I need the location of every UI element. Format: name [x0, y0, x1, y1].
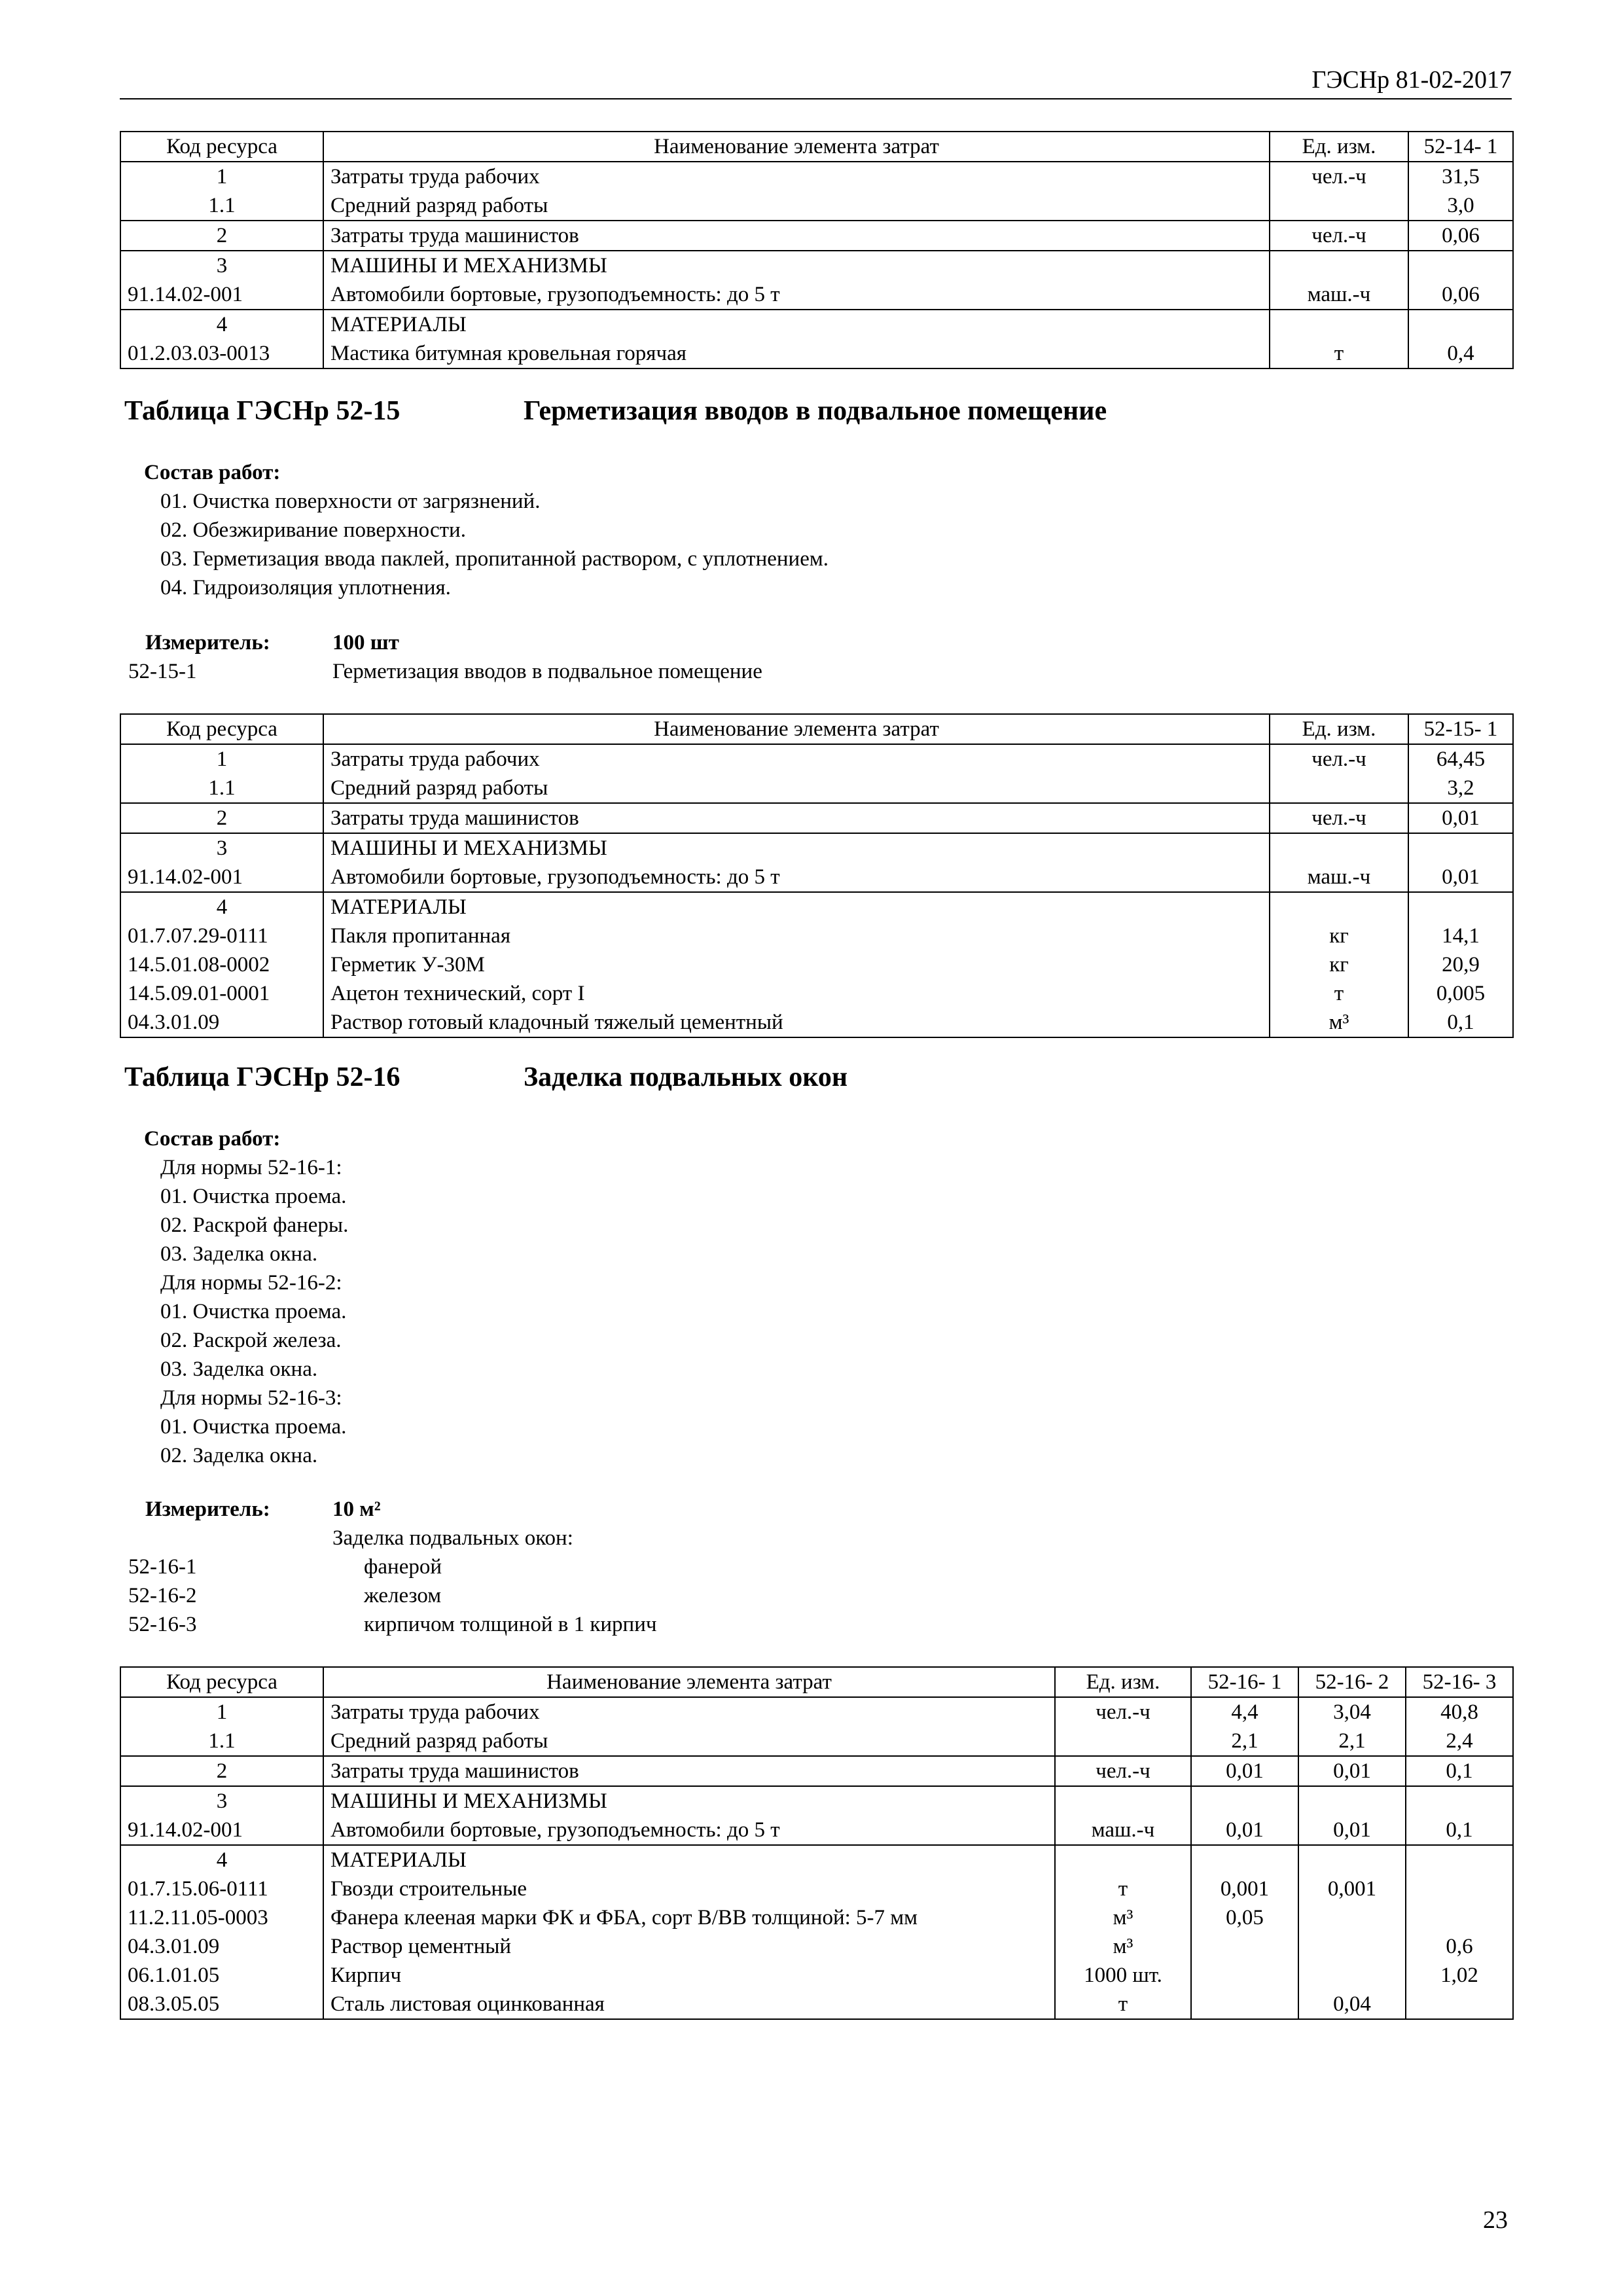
resource-name-cell: Затраты труда машинистов — [323, 221, 1270, 251]
norm-value-cell: 0,005 — [1408, 979, 1513, 1008]
norm-value-cell — [1406, 1874, 1513, 1903]
resource-code-cell: 11.2.11.05-0003 — [120, 1903, 323, 1932]
work-item: 01. Очистка поверхности от загрязнений. — [160, 490, 541, 513]
column-header: 52-15- 1 — [1408, 714, 1513, 744]
resource-code-cell: 3 — [120, 1786, 323, 1816]
unit-cell: маш.-ч — [1055, 1816, 1191, 1845]
norm-value-cell — [1298, 1932, 1406, 1961]
resource-name-cell: Герметик У-30М — [323, 950, 1270, 979]
norm-value-cell: 0,01 — [1408, 863, 1513, 892]
norm-value-cell: 0,1 — [1408, 1008, 1513, 1037]
norm-value-cell — [1406, 1845, 1513, 1874]
resource-name-cell: МАШИНЫ И МЕХАНИЗМЫ — [323, 833, 1270, 863]
unit-cell — [1270, 892, 1408, 922]
table-row — [120, 863, 1513, 892]
norm-code: 52-16-2 — [128, 1584, 197, 1607]
unit-cell — [1055, 1845, 1191, 1874]
table-row — [120, 803, 1513, 833]
unit-cell — [1055, 1727, 1191, 1756]
work-item: 01. Очистка проема. — [160, 1415, 347, 1439]
work-item: 01. Очистка проема. — [160, 1185, 347, 1208]
column-header: 52-16- 3 — [1406, 1667, 1513, 1697]
norm-value-cell: 0,1 — [1406, 1816, 1513, 1845]
norm-value-cell — [1191, 1845, 1298, 1874]
norm-value-cell: 3,2 — [1408, 774, 1513, 803]
table-row — [120, 922, 1513, 950]
table-row — [120, 1756, 1513, 1786]
resource-name-cell: Средний разряд работы — [323, 191, 1270, 221]
norm-value-cell: 0,06 — [1408, 221, 1513, 251]
resource-code-cell: 14.5.01.08-0002 — [120, 950, 323, 979]
works-label: Состав работ: — [144, 461, 281, 484]
table-row — [120, 310, 1513, 339]
column-header: 52-14- 1 — [1408, 132, 1513, 162]
norm-row — [128, 657, 1175, 686]
unit-cell: маш.-ч — [1270, 280, 1408, 310]
table-header-row — [120, 714, 1513, 744]
column-header: Код ресурса — [120, 1667, 323, 1697]
norm-value-cell: 31,5 — [1408, 162, 1513, 191]
resource-name-cell: Раствор цементный — [323, 1932, 1055, 1961]
norm-value-cell — [1298, 1903, 1406, 1932]
work-item: 02. Заделка окна. — [160, 1444, 318, 1467]
column-header: Ед. изм. — [1270, 132, 1408, 162]
norm-row — [128, 1552, 1175, 1581]
norm-value-cell — [1191, 1786, 1298, 1816]
resource-code-cell: 2 — [120, 221, 323, 251]
resource-name-cell: Фанера клееная марки ФК и ФБА, сорт В/ВВ толщиной: 5-7 мм — [323, 1903, 1055, 1932]
norm-value-cell: 0,01 — [1298, 1816, 1406, 1845]
resource-name-cell: МАТЕРИАЛЫ — [323, 310, 1270, 339]
norm-code: 52-16-1 — [128, 1555, 197, 1579]
resource-name-cell: Автомобили бортовые, грузоподъемность: до 5 т — [323, 863, 1270, 892]
table-row — [120, 774, 1513, 803]
norm-value-cell: 0,01 — [1191, 1816, 1298, 1845]
norm-value-cell: 20,9 — [1408, 950, 1513, 979]
unit-cell: м³ — [1055, 1903, 1191, 1932]
resource-code-cell: 01.2.03.03-0013 — [120, 339, 323, 368]
unit-cell: т — [1270, 979, 1408, 1008]
norm-value-cell — [1298, 1961, 1406, 1990]
unit-cell: 1000 шт. — [1055, 1961, 1191, 1990]
section-title: Герметизация вводов в подвальное помещение — [524, 396, 1107, 426]
norm-value-cell — [1408, 833, 1513, 863]
page-number: 23 — [1483, 2206, 1508, 2234]
table-row — [120, 1727, 1513, 1756]
table-row — [120, 744, 1513, 774]
norm-value-cell: 3,0 — [1408, 191, 1513, 221]
norm-value-cell: 0,01 — [1298, 1756, 1406, 1786]
norm-name: железом — [364, 1584, 442, 1607]
works-list-52-16 — [144, 1124, 348, 1470]
resource-code-cell: 01.7.07.29-0111 — [120, 922, 323, 950]
resource-name-cell: МАШИНЫ И МЕХАНИЗМЫ — [323, 251, 1270, 280]
work-item: 01. Очистка проема. — [160, 1300, 347, 1323]
norm-code: 52-15-1 — [128, 660, 197, 683]
resource-code-cell: 2 — [120, 803, 323, 833]
resource-code-cell: 04.3.01.09 — [120, 1008, 323, 1037]
norm-value-cell: 4,4 — [1191, 1697, 1298, 1727]
norms-heading: Заделка подвальных окон: — [332, 1526, 573, 1550]
norm-name: фанерой — [364, 1555, 442, 1579]
unit-cell: м³ — [1055, 1932, 1191, 1961]
table-row — [120, 892, 1513, 922]
norm-value-cell — [1408, 310, 1513, 339]
resource-name-cell: Ацетон технический, сорт I — [323, 979, 1270, 1008]
measure-block-52-15 — [128, 628, 1175, 686]
unit-cell: т — [1055, 1990, 1191, 2019]
resource-code-cell: 1.1 — [120, 774, 323, 803]
norm-value-cell: 14,1 — [1408, 922, 1513, 950]
column-header: Ед. изм. — [1270, 714, 1408, 744]
table-row — [120, 1903, 1513, 1932]
resource-code-cell: 91.14.02-001 — [120, 863, 323, 892]
norm-name: кирпичом толщиной в 1 кирпич — [364, 1613, 657, 1636]
unit-cell — [1270, 251, 1408, 280]
table-row — [120, 1961, 1513, 1990]
resource-code-cell: 1 — [120, 162, 323, 191]
section-title: Заделка подвальных окон — [524, 1062, 848, 1092]
unit-cell — [1270, 310, 1408, 339]
norm-value-cell — [1191, 1961, 1298, 1990]
table-row — [120, 162, 1513, 191]
resource-code-cell: 2 — [120, 1756, 323, 1786]
resource-table-52-14 — [120, 131, 1514, 369]
resource-name-cell: Затраты труда машинистов — [323, 803, 1270, 833]
unit-cell: чел.-ч — [1055, 1756, 1191, 1786]
unit-cell: чел.-ч — [1270, 162, 1408, 191]
table-row — [120, 251, 1513, 280]
measure-value: 100 шт — [332, 631, 399, 655]
document-code: ГЭСНр 81-02-2017 — [1311, 66, 1512, 94]
norm-value-cell: 0,01 — [1191, 1756, 1298, 1786]
work-item: Для нормы 52-16-2: — [160, 1271, 342, 1295]
norm-value-cell: 2,1 — [1298, 1727, 1406, 1756]
resource-name-cell: МАШИНЫ И МЕХАНИЗМЫ — [323, 1786, 1055, 1816]
unit-cell — [1055, 1786, 1191, 1816]
resource-name-cell: Затраты труда рабочих — [323, 162, 1270, 191]
resource-name-cell: Средний разряд работы — [323, 1727, 1055, 1756]
unit-cell — [1270, 774, 1408, 803]
norm-value-cell — [1298, 1786, 1406, 1816]
measure-label: Измеритель: — [145, 1498, 270, 1521]
measure-value: 10 м² — [332, 1498, 381, 1521]
table-row — [120, 833, 1513, 863]
table-row — [120, 1845, 1513, 1874]
table-row — [120, 280, 1513, 310]
resource-code-cell: 91.14.02-001 — [120, 280, 323, 310]
column-header: Наименование элемента затрат — [323, 1667, 1055, 1697]
table-title-52-15: Таблица ГЭСНр 52-15 Герметизация вводов в подвальное помещение — [124, 396, 1107, 426]
table-row — [120, 1786, 1513, 1816]
table-header-row — [120, 132, 1513, 162]
norm-code: 52-16-3 — [128, 1613, 197, 1636]
resource-code-cell: 1.1 — [120, 191, 323, 221]
work-item: Для нормы 52-16-1: — [160, 1156, 342, 1179]
norm-value-cell — [1298, 1845, 1406, 1874]
resource-code-cell: 4 — [120, 892, 323, 922]
norm-value-cell: 0,4 — [1408, 339, 1513, 368]
resource-table-52-16 — [120, 1666, 1514, 2020]
work-item: 03. Заделка окна. — [160, 1242, 318, 1266]
unit-cell: м³ — [1270, 1008, 1408, 1037]
column-header: 52-16- 1 — [1191, 1667, 1298, 1697]
table-title-52-16: Таблица ГЭСНр 52-16 Заделка подвальных окон — [124, 1062, 848, 1092]
resource-name-cell: МАТЕРИАЛЫ — [323, 1845, 1055, 1874]
column-header: Наименование элемента затрат — [323, 714, 1270, 744]
resource-name-cell: Средний разряд работы — [323, 774, 1270, 803]
resource-name-cell: Автомобили бортовые, грузоподъемность: до 5 т — [323, 280, 1270, 310]
table-row — [120, 1990, 1513, 2019]
column-header: Код ресурса — [120, 132, 323, 162]
norm-value-cell: 0,1 — [1406, 1756, 1513, 1786]
resource-name-cell: Затраты труда рабочих — [323, 1697, 1055, 1727]
norm-value-cell: 0,6 — [1406, 1932, 1513, 1961]
norm-row — [128, 1581, 1175, 1610]
norm-value-cell: 1,02 — [1406, 1961, 1513, 1990]
resource-name-cell: Затраты труда машинистов — [323, 1756, 1055, 1786]
norm-value-cell: 40,8 — [1406, 1697, 1513, 1727]
resource-code-cell: 14.5.09.01-0001 — [120, 979, 323, 1008]
norm-value-cell — [1408, 892, 1513, 922]
norm-value-cell: 3,04 — [1298, 1697, 1406, 1727]
resource-code-cell: 1 — [120, 1697, 323, 1727]
work-item: 02. Раскрой железа. — [160, 1329, 342, 1352]
norm-value-cell: 2,4 — [1406, 1727, 1513, 1756]
table-row — [120, 950, 1513, 979]
resource-code-cell: 08.3.05.05 — [120, 1990, 323, 2019]
resource-name-cell: Автомобили бортовые, грузоподъемность: до 5 т — [323, 1816, 1055, 1845]
resource-name-cell: Затраты труда рабочих — [323, 744, 1270, 774]
norm-value-cell: 0,001 — [1191, 1874, 1298, 1903]
unit-cell: чел.-ч — [1270, 221, 1408, 251]
resource-code-cell: 04.3.01.09 — [120, 1932, 323, 1961]
table-row — [120, 221, 1513, 251]
work-item: 02. Обезжиривание поверхности. — [160, 518, 466, 542]
resource-name-cell: Сталь листовая оцинкованная — [323, 1990, 1055, 2019]
work-item: Для нормы 52-16-3: — [160, 1386, 342, 1410]
column-header: Ед. изм. — [1055, 1667, 1191, 1697]
unit-cell — [1270, 191, 1408, 221]
table-row — [120, 1932, 1513, 1961]
table-row — [120, 979, 1513, 1008]
unit-cell: т — [1055, 1874, 1191, 1903]
table-row — [120, 339, 1513, 368]
resource-code-cell: 06.1.01.05 — [120, 1961, 323, 1990]
table-row — [120, 1697, 1513, 1727]
norm-value-cell: 0,01 — [1408, 803, 1513, 833]
works-list-52-15 — [144, 458, 829, 602]
page-header — [120, 65, 1512, 99]
norm-value-cell — [1191, 1932, 1298, 1961]
norm-row — [128, 1610, 1175, 1639]
norm-value-cell — [1406, 1990, 1513, 2019]
norm-value-cell — [1408, 251, 1513, 280]
resource-code-cell: 3 — [120, 251, 323, 280]
works-label: Состав работ: — [144, 1127, 281, 1151]
unit-cell: чел.-ч — [1270, 744, 1408, 774]
norm-value-cell — [1406, 1786, 1513, 1816]
measure-block-52-16 — [128, 1495, 1175, 1639]
table-row — [120, 1874, 1513, 1903]
norm-value-cell: 0,05 — [1191, 1903, 1298, 1932]
resource-name-cell: Кирпич — [323, 1961, 1055, 1990]
resource-table-52-15 — [120, 713, 1514, 1038]
work-item: 03. Заделка окна. — [160, 1357, 318, 1381]
column-header: 52-16- 2 — [1298, 1667, 1406, 1697]
table-row — [120, 191, 1513, 221]
unit-cell: чел.-ч — [1270, 803, 1408, 833]
norm-value-cell: 0,04 — [1298, 1990, 1406, 2019]
norm-value-cell: 0,001 — [1298, 1874, 1406, 1903]
resource-code-cell: 1 — [120, 744, 323, 774]
unit-cell: чел.-ч — [1055, 1697, 1191, 1727]
measure-label: Измеритель: — [145, 631, 270, 655]
unit-cell: кг — [1270, 950, 1408, 979]
norm-value-cell: 64,45 — [1408, 744, 1513, 774]
resource-name-cell: Мастика битумная кровельная горячая — [323, 339, 1270, 368]
resource-code-cell: 1.1 — [120, 1727, 323, 1756]
table-row — [120, 1008, 1513, 1037]
resource-name-cell: Пакля пропитанная — [323, 922, 1270, 950]
norm-name: Герметизация вводов в подвальное помещение — [332, 660, 762, 683]
table-row — [120, 1816, 1513, 1845]
norm-value-cell — [1191, 1990, 1298, 2019]
norm-value-cell: 0,06 — [1408, 280, 1513, 310]
unit-cell: маш.-ч — [1270, 863, 1408, 892]
norm-value-cell — [1406, 1903, 1513, 1932]
resource-name-cell: МАТЕРИАЛЫ — [323, 892, 1270, 922]
resource-code-cell: 01.7.15.06-0111 — [120, 1874, 323, 1903]
resource-code-cell: 4 — [120, 1845, 323, 1874]
resource-code-cell: 4 — [120, 310, 323, 339]
work-item: 03. Герметизация ввода паклей, пропитанной раствором, с уплотнением. — [160, 547, 829, 571]
work-item: 04. Гидроизоляция уплотнения. — [160, 576, 451, 600]
unit-cell — [1270, 833, 1408, 863]
resource-name-cell: Раствор готовый кладочный тяжелый цементный — [323, 1008, 1270, 1037]
resource-name-cell: Гвозди строительные — [323, 1874, 1055, 1903]
unit-cell: кг — [1270, 922, 1408, 950]
work-item: 02. Раскрой фанеры. — [160, 1213, 349, 1237]
unit-cell: т — [1270, 339, 1408, 368]
column-header: Наименование элемента затрат — [323, 132, 1270, 162]
resource-code-cell: 3 — [120, 833, 323, 863]
resource-code-cell: 91.14.02-001 — [120, 1816, 323, 1845]
column-header: Код ресурса — [120, 714, 323, 744]
norm-value-cell: 2,1 — [1191, 1727, 1298, 1756]
table-header-row — [120, 1667, 1513, 1697]
